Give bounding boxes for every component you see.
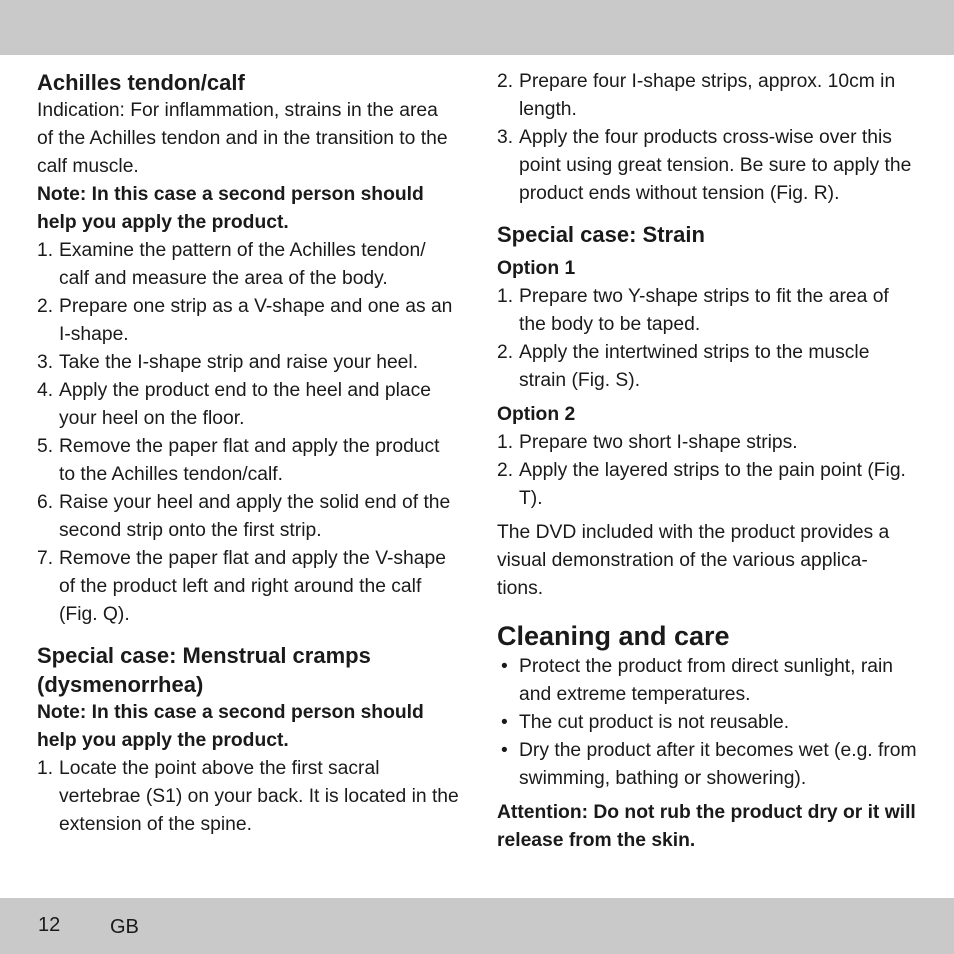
option1-title: Option 1 [497,258,576,279]
step-number: 2. [37,296,54,317]
step-number: 2. [497,342,514,363]
list-item [37,755,459,839]
step-text: Remove the paper flat and apply the V-shape of the product left and right around the calf (Fig. Q). [59,548,446,625]
option1-steps-list [497,283,917,395]
list-item [497,653,917,709]
menstrual-steps-continued [497,68,917,208]
section-title-achilles: Achilles tendon/calf [37,70,245,95]
list-item [497,457,917,513]
bullet-icon: • [501,656,508,677]
list-item [497,68,917,124]
page-number: 12 [38,914,61,936]
step-number: 7. [37,548,54,569]
step-number: 2. [497,460,514,481]
cleaning-bullets-list [497,653,917,793]
step-number: 6. [37,492,54,513]
list-item [37,545,459,629]
step-text: Apply the four products cross-wise over this point using great tension. Be sure to apply the product ends without tension (Fig. R). [519,127,912,204]
list-item [497,283,917,339]
list-item [37,377,459,433]
language-code: GB [110,916,139,938]
list-item [497,429,917,457]
bullet-icon: • [501,712,508,733]
step-number: 1. [37,758,54,779]
list-item [37,293,459,349]
footer-band [0,898,954,954]
list-item [37,433,459,489]
achilles-steps-list [37,237,459,629]
list-item [497,124,917,208]
step-text: Prepare one strip as a V-shape and one as an I-shape. [59,296,453,345]
step-number: 5. [37,436,54,457]
step-text: Take the I-shape strip and raise your heel. [59,352,419,373]
list-item [37,237,459,293]
note-second-person: Note: In this case a second person should help you apply the product. [37,184,424,233]
step-number: 1. [497,432,514,453]
list-item [497,737,917,793]
step-text: Apply the layered strips to the pain point (Fig. T). [519,460,906,509]
step-number: 1. [497,286,514,307]
bullet-icon: • [501,740,508,761]
step-text: Prepare four I-shape strips, approx. 10cm in length. [519,71,896,120]
list-item [497,709,917,737]
step-text: Locate the point above the first sacral vertebrae (S1) on your back. It is located in the extension of the spine. [59,758,459,835]
option2-title: Option 2 [497,404,576,425]
option2-steps-list [497,429,917,513]
note-second-person-2: Note: In this case a second person should help you apply the product. [37,702,424,751]
step-text: Remove the paper flat and apply the product to the Achilles tendon/calf. [59,436,440,485]
left-column [37,68,459,839]
step-number: 3. [497,127,514,148]
step-number: 4. [37,380,54,401]
menstrual-steps-list [37,755,459,839]
right-column [497,68,917,855]
bullet-text: Dry the product after it becomes wet (e.g. from swimming, bathing or showering). [519,740,917,789]
section-title-strain: Special case: Strain [497,222,705,247]
step-text: Raise your heel and apply the solid end of the second strip onto the first strip. [59,492,451,541]
step-text: Examine the pattern of the Achilles tendon/ calf and measure the area of the body. [59,240,426,289]
step-text: Apply the product end to the heel and place your heel on the floor. [59,380,431,429]
step-text: Apply the intertwined strips to the muscle strain (Fig. S). [519,342,870,391]
list-item [37,489,459,545]
step-number: 3. [37,352,54,373]
attention-note: Attention: Do not rub the product dry or it will release from the skin. [497,802,916,851]
list-item [497,339,917,395]
section-title-cleaning: Cleaning and care [497,621,730,651]
top-band [0,0,954,55]
section-title-menstrual: Special case: Menstrual cramps (dysmenorrhea) [37,643,371,697]
bullet-text: Protect the product from direct sunlight, rain and extreme temperatures. [519,656,894,705]
list-item [37,349,459,377]
bullet-text: The cut product is not reusable. [519,712,790,733]
step-text: Prepare two Y-shape strips to fit the area of the body to be taped. [519,286,889,335]
indication-text: Indication: For inflammation, strains in the area of the Achilles tendon and in the transition to the calf muscle. [37,100,448,177]
step-text: Prepare two short I-shape strips. [519,432,798,453]
dvd-text: The DVD included with the product provides a visual demonstration of the various applica- tions. [497,522,890,599]
step-number: 1. [37,240,54,261]
step-number: 2. [497,71,514,92]
